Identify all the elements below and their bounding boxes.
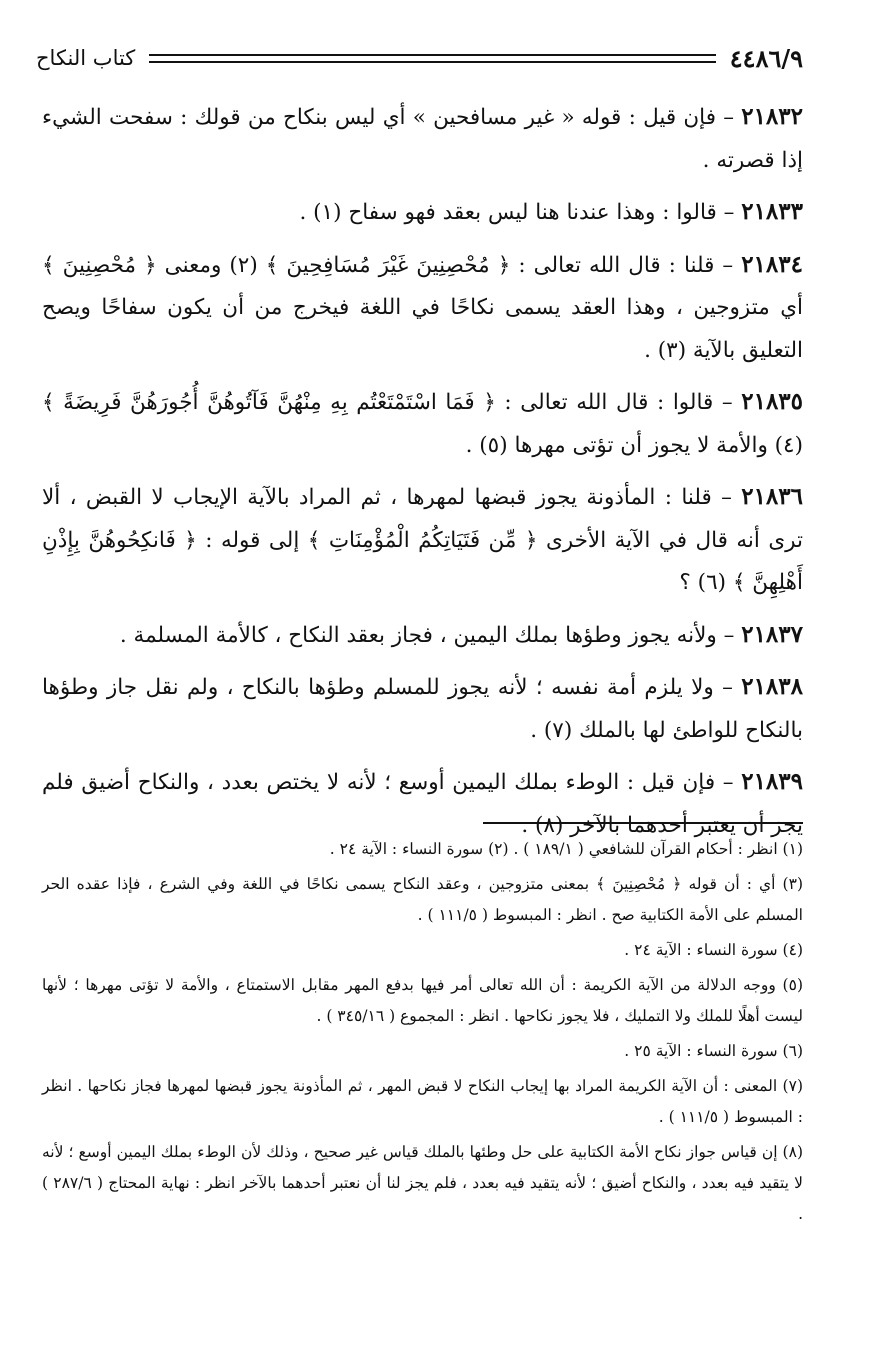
paragraph-text: – ولا يلزم أمة نفسه ؛ لأنه يجوز للمسلم وطؤها بالنكاح ، ولم نقل جاز وطؤها بالنكاح للواطئ لها بالملك (٧) . (42, 675, 803, 743)
footnote-8: (٨) إن قياس جواز نكاح الأمة الكتابية على حل وطئها بالملك قياس غير صحيح ، وذلك لأن الوطء بملك اليمين أوسع ؛ لأنه لا يتقيد فيه بعدد ، والنكاح أضيق ؛ لأنه يتقيد فيه بعدد ، فلم يجز لنا أن نعتبر أحدهما بالآخر انظر : نهاية المحتاج ( ٢٨٧/٦ ) . (42, 1143, 803, 1223)
header-rule (149, 54, 715, 63)
paragraph-number: ٢١٨٣٤ (741, 250, 803, 278)
paragraph-text: – قلنا : المأذونة يجوز قبضها لمهرها ، ثم المراد بالآية الإيجاب لا القبض ، ألا ترى أنه قال في الآية الأخرى ﴿ مِّن فَتَيَاتِكُمُ الْمُؤْمِنَاتِ ﴾ إلى قوله : ﴿ فَانكِحُوهُنَّ بِإِذْنِ أَهْلِهِنَّ ﴾ (٦) ؟ (42, 485, 803, 595)
footnote-1-2: (١) انظر : أحكام القرآن للشافعي ( ١٨٩/١ ) . (٢) سورة النساء : الآية ٢٤ . (329, 840, 803, 858)
footnotes (42, 822, 803, 1234)
paragraph-21838 (42, 666, 803, 752)
paragraph-number: ٢١٨٣٥ (741, 388, 804, 415)
page-number: ٤٤٨٦/٩ (729, 43, 803, 73)
paragraph-21834 (42, 244, 803, 373)
paragraph-number: ٢١٨٣٣ (741, 198, 803, 225)
book-title: كتاب النكاح (36, 46, 136, 70)
paragraph-21832 (42, 96, 803, 182)
footnote-7: (٧) المعنى : أن الآية الكريمة المراد بها إيجاب النكاح لا قبض المهر ، ثم المأذونة يجوز قبضها لمهرها فجاز نكاحها . انظر : المبسوط ( ١١١/٥ ) . (42, 1077, 803, 1126)
footnote-3: (٣) أي : أن قوله ﴿ مُحْصِنِينَ ﴾ بمعنى متزوجين ، وعقد النكاح يسمى نكاحًا في اللغة وفي الشرع ، فإذا عقده الحر المسلم على الأمة الكتابية صح . انظر : المبسوط ( ١١١/٥ ) . (42, 875, 803, 924)
paragraph-21836 (42, 476, 803, 605)
paragraph-21837 (42, 614, 803, 658)
footnote-5: (٥) ووجه الدلالة من الآية الكريمة : أن الله تعالى أمر فيها بدفع المهر مقابل الاستمتاع ، والأمة لا تؤتى مهرها ؛ لأنها ليست أهلًا للملك ولا التمليك ، فلا يجوز نكاحها . انظر : المجموع ( ٣٤٥/١٦ ) . (42, 976, 803, 1025)
paragraph-text: – ولأنه يجوز وطؤها بملك اليمين ، فجاز بعقد النكاح ، كالأمة المسلمة . (119, 622, 735, 648)
paragraph-number: ٢١٨٣٢ (741, 103, 803, 130)
paragraph-21833 (42, 191, 803, 235)
paragraph-number: ٢١٨٣٦ (741, 483, 803, 510)
paragraph-number: ٢١٨٣٨ (741, 673, 803, 700)
paragraph-text: – قلنا : قال الله تعالى : ﴿ مُحْصِنِينَ غَيْرَ مُسَافِحِينَ ﴾ (٢) ومعنى ﴿ مُحْصِنِينَ ﴾ أي متزوجين ، وهذا العقد يسمى نكاحًا في اللغة فيخرج من أن يكون سفاحًا ويصح التعليق بالآية (٣) . (42, 252, 803, 363)
page-header (36, 38, 803, 78)
paragraph-text: – قالوا : وهذا عندنا هنا ليس بعقد فهو سفاح (١) . (299, 200, 735, 225)
paragraph-number: ٢١٨٣٩ (741, 768, 803, 795)
main-text (42, 96, 803, 856)
paragraph-number: ٢١٨٣٧ (741, 620, 803, 648)
footnote-6: (٦) سورة النساء : الآية ٢٥ . (624, 1042, 803, 1060)
footnote-4: (٤) سورة النساء : الآية ٢٤ . (624, 941, 803, 959)
paragraph-text: – فإن قيل : الوطء بملك اليمين أوسع ؛ لأنه لا يختص بعدد ، والنكاح أضيق فلم يجز أن يعتبر أحدهما بالآخر (٨) . (42, 770, 803, 838)
paragraph-text: – قالوا : قال الله تعالى : ﴿ فَمَا اسْتَمْتَعْتُم بِهِ مِنْهُنَّ فَآتُوهُنَّ أُجُورَهُنَّ فَرِيضَةً ﴾ (٤) والأمة لا يجوز أن تؤتى مهرها (٥) . (42, 390, 803, 458)
paragraph-text: – فإن قيل : قوله « غير مسافحين » أي ليس بنكاح من قولك : سفحت الشيء إذا قصرته . (42, 105, 803, 173)
footnote-separator (483, 822, 803, 824)
paragraph-21835 (42, 381, 803, 467)
